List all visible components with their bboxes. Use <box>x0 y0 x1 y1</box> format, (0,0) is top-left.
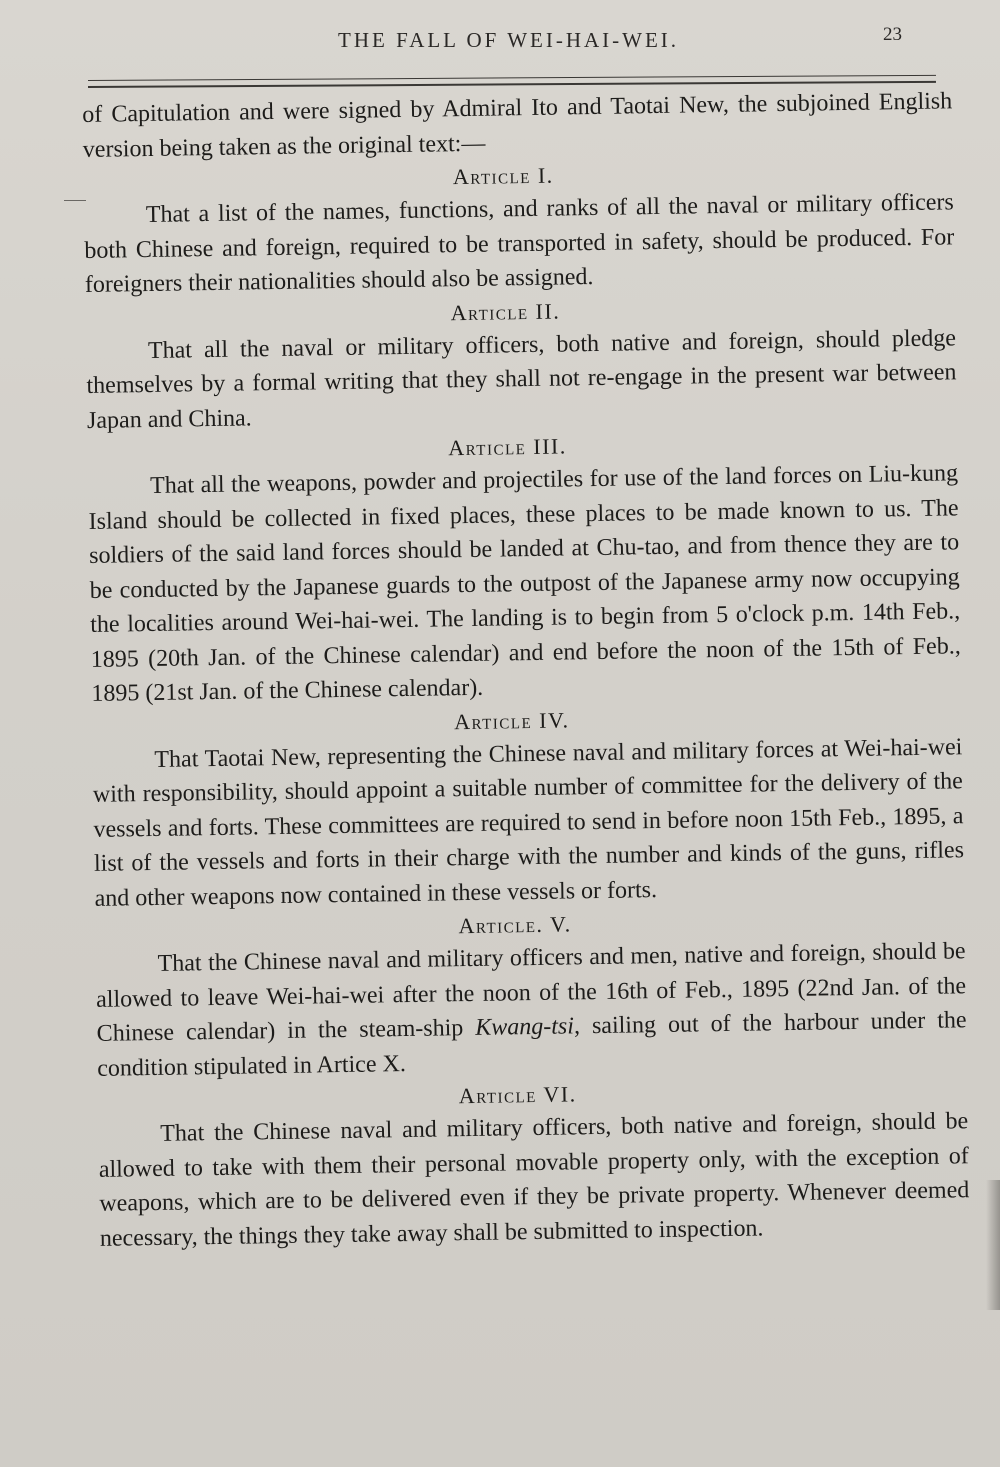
intro-paragraph: of Capitulation and were signed by Admiral Ito and Taotai New, the subjoined English version being taken as the original text:— <box>82 88 953 163</box>
article-2-heading: Article II. <box>450 298 561 325</box>
page-header <box>0 22 1000 62</box>
article-5-text-end: , sailing out of the harbour under the condition stipulated in Artice X. <box>97 1007 967 1082</box>
page-edge-shadow <box>986 1180 1000 1310</box>
article-1-heading: Article I. <box>452 162 554 190</box>
article-6-text: That the Chinese naval and military officers, both native and foreign, should be allowed to take with them their personal movable property only, with the exception of weapons, which are to be delivered even if they be private property. Whenever deemed necessary, the things they take away shall be submitted to inspection. <box>98 1108 970 1252</box>
article-3-text: That all the weapons, powder and projectiles for use of the land forces on Liu-kung Island should be collected in fixed places, these places to be made known to us. The soldiers of the said land forces should be landed at Chu-tao, and from thence they are to be conducted by the Japanese guards to the outpost of the Japanese army now occupying the localities around Wei-hai-wei. The landing is to begin from 5 o'clock p.m. 14th Feb., 1895 (20th Jan. of the Chinese calendar) and end before the noon of the 15th of Feb., 1895 (21st Jan. of the Chinese calendar). <box>88 460 961 707</box>
article-5-text <box>95 934 967 1086</box>
article-2-text: That all the naval or military officers, both native and foreign, should pledge themselves by a formal writing that they shall not re-engage in the present war between Japan and China. <box>86 324 957 434</box>
article-1-text: That a list of the names, functions, and ranks of all the naval or military officers both Chinese and foreign, required to be transported in safety, should be produced. For foreigners their nationalities should also be assigned. <box>84 189 955 298</box>
article-6-heading: Article VI. <box>458 1081 577 1109</box>
ship-name: Kwang-tsi <box>475 1013 575 1041</box>
article-4-heading: Article IV. <box>453 706 570 734</box>
body-text <box>82 84 970 1256</box>
page-number: 23 <box>883 24 902 45</box>
running-title: THE FALL OF WEI-HAI-WEI. <box>338 28 680 52</box>
article-3-heading: Article III. <box>448 433 567 461</box>
article-4-text: That Taotai New, representing the Chinese naval and military forces at Wei-hai-wei with responsibility, should appoint a suitable number of committee for the delivery of the vessels and forts. These committees are required to send in before noon 15th Feb., 1895, a list of the vessels and forts in their charge with the number and kinds of the guns, rifles and other weapons now contained in these vessels or forts. <box>92 733 965 912</box>
header-rule <box>88 75 936 81</box>
article-5-text-start: That the Chinese naval and military officers and men, native and foreign, should be allowed to leave Wei-hai-wei after the noon of the 16th of Feb., 1895 (22nd Jan. of the Chinese calendar) in the steam-ship <box>95 938 967 1047</box>
article-5-heading: Article. V. <box>458 911 572 939</box>
